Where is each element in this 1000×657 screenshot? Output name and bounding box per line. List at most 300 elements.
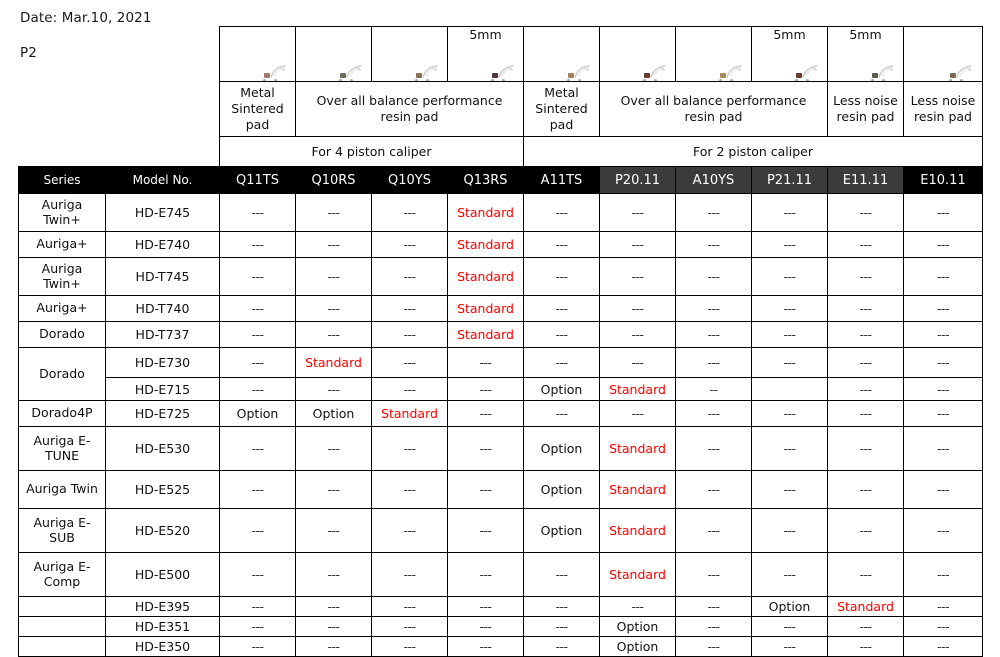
value-none: --- — [783, 441, 796, 456]
page-label: P2 — [20, 45, 37, 61]
value-none: --- — [936, 406, 950, 421]
availability-cell — [828, 509, 904, 553]
value-none: --- — [555, 355, 568, 370]
table-row — [19, 597, 983, 617]
availability-cell — [600, 258, 676, 296]
series-cell: Auriga+ — [19, 232, 106, 258]
value-none: --- — [555, 406, 568, 421]
availability-cell — [828, 637, 904, 657]
value-none: --- — [327, 567, 340, 582]
availability-cell — [904, 427, 983, 471]
availability-cell — [448, 597, 524, 617]
value-none: --- — [327, 381, 340, 397]
availability-cell — [448, 471, 524, 509]
availability-cell — [600, 401, 676, 427]
pad-description-cell: Less noise resin pad — [828, 82, 904, 137]
availability-cell — [676, 322, 752, 348]
header-code-q13rs: Q13RS — [448, 167, 524, 194]
thickness-label: 5mm — [469, 27, 502, 42]
availability-cell — [904, 258, 983, 296]
value-none: --- — [859, 523, 872, 538]
value-none: --- — [479, 482, 492, 497]
availability-cell — [296, 348, 372, 378]
model-no-cell: HD-E351 — [106, 617, 220, 637]
pad-spring-icon — [649, 65, 669, 79]
availability-cell — [448, 296, 524, 322]
availability-cell — [448, 348, 524, 378]
value-option: Option — [540, 523, 583, 538]
value-none: --- — [479, 406, 492, 421]
availability-cell — [828, 553, 904, 597]
value-none: --- — [479, 619, 492, 634]
availability-cell — [752, 597, 828, 617]
availability-cell — [448, 378, 524, 401]
value-none: --- — [936, 441, 950, 456]
value-none: --- — [555, 301, 568, 316]
value-none: --- — [403, 355, 416, 370]
model-no-cell: HD-E520 — [106, 509, 220, 553]
availability-cell — [372, 401, 448, 427]
value-none: --- — [479, 639, 492, 654]
product-image-row — [19, 27, 983, 82]
model-no-cell: HD-E350 — [106, 637, 220, 657]
header-code-q10ys: Q10YS — [372, 167, 448, 194]
value-none: --- — [707, 355, 720, 370]
value-none: --- — [327, 269, 340, 284]
value-none: --- — [479, 567, 492, 582]
availability-cell — [600, 553, 676, 597]
table-row — [19, 378, 983, 401]
brake-pad-pair-icon — [752, 27, 827, 81]
value-none: --- — [555, 269, 568, 284]
value-none: --- — [936, 381, 950, 397]
availability-cell — [448, 553, 524, 597]
value-none: --- — [631, 205, 644, 220]
value-none: --- — [251, 482, 264, 497]
value-standard: Standard — [457, 301, 514, 316]
availability-cell — [676, 258, 752, 296]
availability-cell — [296, 471, 372, 509]
series-cell: Auriga E- Comp — [19, 553, 106, 597]
availability-cell — [296, 322, 372, 348]
value-none: --- — [327, 441, 340, 456]
value-none: --- — [403, 523, 416, 538]
availability-cell — [828, 296, 904, 322]
model-no-cell: HD-E500 — [106, 553, 220, 597]
availability-cell — [828, 617, 904, 637]
value-none: --- — [707, 599, 720, 614]
table-row — [19, 471, 983, 509]
pad-description-cell: Less noise resin pad — [904, 82, 983, 137]
table-row — [19, 401, 983, 427]
model-no-cell: HD-E530 — [106, 427, 220, 471]
pad-description-cell: Metal Sintered pad — [220, 82, 296, 137]
value-none: --- — [555, 567, 568, 582]
pad-spring-icon — [345, 65, 365, 79]
availability-cell — [676, 597, 752, 617]
availability-cell — [676, 637, 752, 657]
table-row — [19, 194, 983, 232]
availability-cell — [296, 401, 372, 427]
series-cell — [19, 597, 106, 617]
availability-cell — [904, 232, 983, 258]
availability-cell — [448, 194, 524, 232]
availability-cell — [676, 553, 752, 597]
value-standard: Standard — [457, 237, 514, 252]
availability-cell — [448, 258, 524, 296]
value-standard: Standard — [837, 599, 894, 614]
brake-pad-pair-icon — [904, 27, 982, 81]
availability-cell — [752, 378, 828, 401]
spacer-cell — [19, 27, 220, 82]
availability-cell — [676, 378, 752, 401]
value-none: --- — [936, 619, 950, 634]
value-none: --- — [631, 237, 644, 252]
value-option: Option — [768, 599, 811, 614]
availability-cell — [752, 194, 828, 232]
availability-cell — [372, 617, 448, 637]
availability-cell — [904, 322, 983, 348]
availability-cell — [524, 553, 600, 597]
series-cell: Auriga E- SUB — [19, 509, 106, 553]
availability-cell — [828, 378, 904, 401]
value-none: --- — [555, 327, 568, 342]
availability-cell — [372, 509, 448, 553]
value-none: --- — [327, 599, 340, 614]
value-none: --- — [783, 301, 796, 316]
value-none: --- — [936, 523, 950, 538]
value-option: Option — [236, 406, 279, 421]
availability-cell — [296, 427, 372, 471]
value-standard: Standard — [457, 205, 514, 220]
value-none: --- — [403, 599, 416, 614]
value-none: --- — [251, 599, 264, 614]
availability-cell — [904, 637, 983, 657]
value-none: --- — [859, 301, 872, 316]
header-code-a10ys: A10YS — [676, 167, 752, 194]
availability-cell — [296, 378, 372, 401]
availability-cell — [524, 617, 600, 637]
value-none: --- — [403, 205, 416, 220]
availability-cell — [600, 427, 676, 471]
availability-cell — [296, 258, 372, 296]
availability-cell — [676, 232, 752, 258]
value-none: --- — [403, 269, 416, 284]
availability-cell — [372, 378, 448, 401]
value-none: --- — [783, 639, 796, 654]
model-no-cell: HD-E745 — [106, 194, 220, 232]
availability-cell — [828, 427, 904, 471]
value-none: --- — [783, 482, 796, 497]
availability-cell — [904, 553, 983, 597]
availability-cell — [828, 194, 904, 232]
product-image-cell — [676, 27, 752, 82]
availability-cell — [524, 194, 600, 232]
model-no-cell: HD-E730 — [106, 348, 220, 378]
availability-cell — [524, 427, 600, 471]
value-option: Option — [540, 482, 583, 497]
availability-cell — [372, 553, 448, 597]
value-standard: Standard — [609, 441, 666, 456]
availability-cell — [828, 401, 904, 427]
availability-cell — [828, 258, 904, 296]
value-none: --- — [251, 237, 264, 252]
availability-cell — [600, 322, 676, 348]
availability-cell — [220, 348, 296, 378]
availability-cell — [372, 232, 448, 258]
availability-cell — [904, 348, 983, 378]
pad-spring-icon — [497, 65, 517, 79]
value-none: --- — [707, 441, 720, 456]
caliper-group-cell: For 2 piston caliper — [524, 137, 983, 167]
availability-cell — [220, 637, 296, 657]
availability-cell — [600, 471, 676, 509]
value-none: --- — [251, 619, 264, 634]
availability-cell — [524, 322, 600, 348]
header-series: Series — [19, 167, 106, 194]
availability-cell — [448, 232, 524, 258]
header-code-q10rs: Q10RS — [296, 167, 372, 194]
product-image-cell — [296, 27, 372, 82]
availability-cell — [600, 348, 676, 378]
availability-cell — [904, 597, 983, 617]
availability-cell — [220, 296, 296, 322]
availability-cell — [904, 296, 983, 322]
value-none: --- — [859, 205, 872, 220]
value-none: --- — [859, 441, 872, 456]
table-row — [19, 509, 983, 553]
value-none: --- — [631, 599, 644, 614]
availability-cell — [676, 471, 752, 509]
value-none: --- — [783, 523, 796, 538]
value-standard: Standard — [609, 567, 666, 582]
availability-cell — [296, 553, 372, 597]
availability-cell — [676, 401, 752, 427]
value-none: --- — [859, 327, 872, 342]
value-none: --- — [707, 482, 720, 497]
value-none: --- — [859, 355, 872, 370]
value-none: --- — [859, 482, 872, 497]
value-none: --- — [707, 205, 720, 220]
availability-cell — [296, 597, 372, 617]
value-none: --- — [327, 237, 340, 252]
value-option: Option — [540, 381, 583, 397]
value-none: --- — [936, 269, 950, 284]
value-none: --- — [555, 205, 568, 220]
availability-cell — [524, 348, 600, 378]
value-none: --- — [783, 327, 796, 342]
availability-cell — [904, 509, 983, 553]
availability-cell — [448, 322, 524, 348]
availability-cell — [828, 597, 904, 617]
header-code-e11-11: E11.11 — [828, 167, 904, 194]
availability-cell — [752, 637, 828, 657]
value-none: --- — [859, 237, 872, 252]
availability-cell — [220, 509, 296, 553]
availability-cell — [524, 471, 600, 509]
value-none: -- — [709, 381, 718, 397]
product-image-cell — [524, 27, 600, 82]
value-none: --- — [859, 381, 872, 397]
brake-pad-pair-icon — [524, 27, 599, 81]
availability-cell — [220, 427, 296, 471]
availability-cell — [220, 378, 296, 401]
availability-cell — [220, 617, 296, 637]
value-none: --- — [251, 523, 264, 538]
table-row — [19, 232, 983, 258]
value-none: --- — [936, 237, 950, 252]
value-none: --- — [707, 567, 720, 582]
value-none: --- — [936, 482, 950, 497]
availability-cell — [220, 401, 296, 427]
value-none: --- — [251, 205, 264, 220]
pad-spring-icon — [955, 65, 975, 79]
series-cell — [19, 617, 106, 637]
value-none: --- — [327, 523, 340, 538]
availability-cell — [448, 427, 524, 471]
compatibility-table — [18, 26, 983, 657]
availability-cell — [372, 322, 448, 348]
value-none: --- — [479, 381, 492, 397]
value-none: --- — [936, 327, 950, 342]
pad-spring-icon — [573, 65, 593, 79]
value-none: --- — [859, 406, 872, 421]
value-none: --- — [936, 301, 950, 316]
header-model-no: Model No. — [106, 167, 220, 194]
value-none: --- — [403, 441, 416, 456]
availability-cell — [904, 617, 983, 637]
value-none: --- — [555, 639, 568, 654]
product-image-cell — [828, 27, 904, 82]
availability-cell — [448, 509, 524, 553]
value-none: --- — [936, 599, 950, 614]
product-image-cell — [904, 27, 983, 82]
value-none: --- — [631, 301, 644, 316]
brake-pad-pair-icon — [600, 27, 675, 81]
value-none: --- — [403, 639, 416, 654]
brake-pad-pair-icon — [448, 27, 523, 81]
value-none: --- — [936, 639, 950, 654]
value-none: --- — [707, 327, 720, 342]
value-none: --- — [631, 406, 644, 421]
value-option: Option — [540, 441, 583, 456]
value-none: --- — [859, 269, 872, 284]
brake-pad-pair-icon — [296, 27, 371, 81]
value-none: --- — [403, 301, 416, 316]
availability-cell — [524, 232, 600, 258]
availability-cell — [904, 378, 983, 401]
brake-pad-pair-icon — [372, 27, 447, 81]
availability-cell — [904, 401, 983, 427]
availability-cell — [372, 597, 448, 617]
value-none: --- — [403, 327, 416, 342]
availability-cell — [752, 427, 828, 471]
series-cell: Dorado — [19, 348, 106, 401]
pad-spring-icon — [725, 65, 745, 79]
product-image-cell — [220, 27, 296, 82]
brake-pad-pair-icon — [220, 27, 295, 81]
pad-description-cell: Metal Sintered pad — [524, 82, 600, 137]
date-label: Date: Mar.10, 2021 — [20, 10, 152, 26]
availability-cell — [220, 322, 296, 348]
product-image-cell — [448, 27, 524, 82]
value-none: --- — [479, 599, 492, 614]
table-row — [19, 553, 983, 597]
availability-cell — [828, 232, 904, 258]
product-image-cell — [372, 27, 448, 82]
table-row — [19, 258, 983, 296]
availability-cell — [372, 348, 448, 378]
availability-cell — [676, 617, 752, 637]
model-no-cell: HD-E715 — [106, 378, 220, 401]
value-none: --- — [327, 639, 340, 654]
value-standard: Standard — [609, 381, 666, 397]
value-none: --- — [403, 381, 416, 397]
value-none: --- — [783, 406, 796, 421]
brake-pad-pair-icon — [676, 27, 751, 81]
availability-cell — [524, 401, 600, 427]
value-none: --- — [783, 355, 796, 370]
availability-cell — [524, 509, 600, 553]
availability-cell — [676, 194, 752, 232]
series-cell: Auriga Twin+ — [19, 194, 106, 232]
availability-cell — [752, 296, 828, 322]
value-standard: Standard — [381, 406, 438, 421]
value-none: --- — [783, 567, 796, 582]
value-none: --- — [251, 269, 264, 284]
value-option: Option — [312, 406, 355, 421]
availability-cell — [220, 471, 296, 509]
brake-pad-pair-icon — [828, 27, 903, 81]
availability-cell — [524, 296, 600, 322]
spacer-cell — [19, 82, 220, 137]
availability-cell — [296, 637, 372, 657]
value-none: --- — [251, 355, 264, 370]
product-image-cell — [752, 27, 828, 82]
series-cell: Auriga Twin+ — [19, 258, 106, 296]
value-none: --- — [555, 237, 568, 252]
availability-cell — [448, 617, 524, 637]
availability-cell — [600, 296, 676, 322]
pad-spring-icon — [421, 65, 441, 79]
table-row — [19, 427, 983, 471]
value-none: --- — [936, 205, 950, 220]
header-code-a11ts: A11TS — [524, 167, 600, 194]
value-none: --- — [403, 482, 416, 497]
model-no-cell: HD-E525 — [106, 471, 220, 509]
availability-cell — [676, 348, 752, 378]
value-none: --- — [707, 523, 720, 538]
header-code-q11ts: Q11TS — [220, 167, 296, 194]
availability-cell — [524, 637, 600, 657]
value-none: --- — [251, 567, 264, 582]
availability-cell — [600, 378, 676, 401]
pad-description-cell: Over all balance performance resin pad — [296, 82, 524, 137]
availability-cell — [752, 509, 828, 553]
value-none: --- — [555, 619, 568, 634]
availability-cell — [752, 258, 828, 296]
table-row — [19, 322, 983, 348]
spacer-cell — [19, 137, 220, 167]
product-image-cell — [600, 27, 676, 82]
series-cell — [19, 637, 106, 657]
availability-cell — [828, 348, 904, 378]
model-no-cell: HD-T740 — [106, 296, 220, 322]
caliper-group-cell: For 4 piston caliper — [220, 137, 524, 167]
model-no-cell: HD-E395 — [106, 597, 220, 617]
value-standard: Standard — [609, 523, 666, 538]
availability-cell — [600, 597, 676, 617]
